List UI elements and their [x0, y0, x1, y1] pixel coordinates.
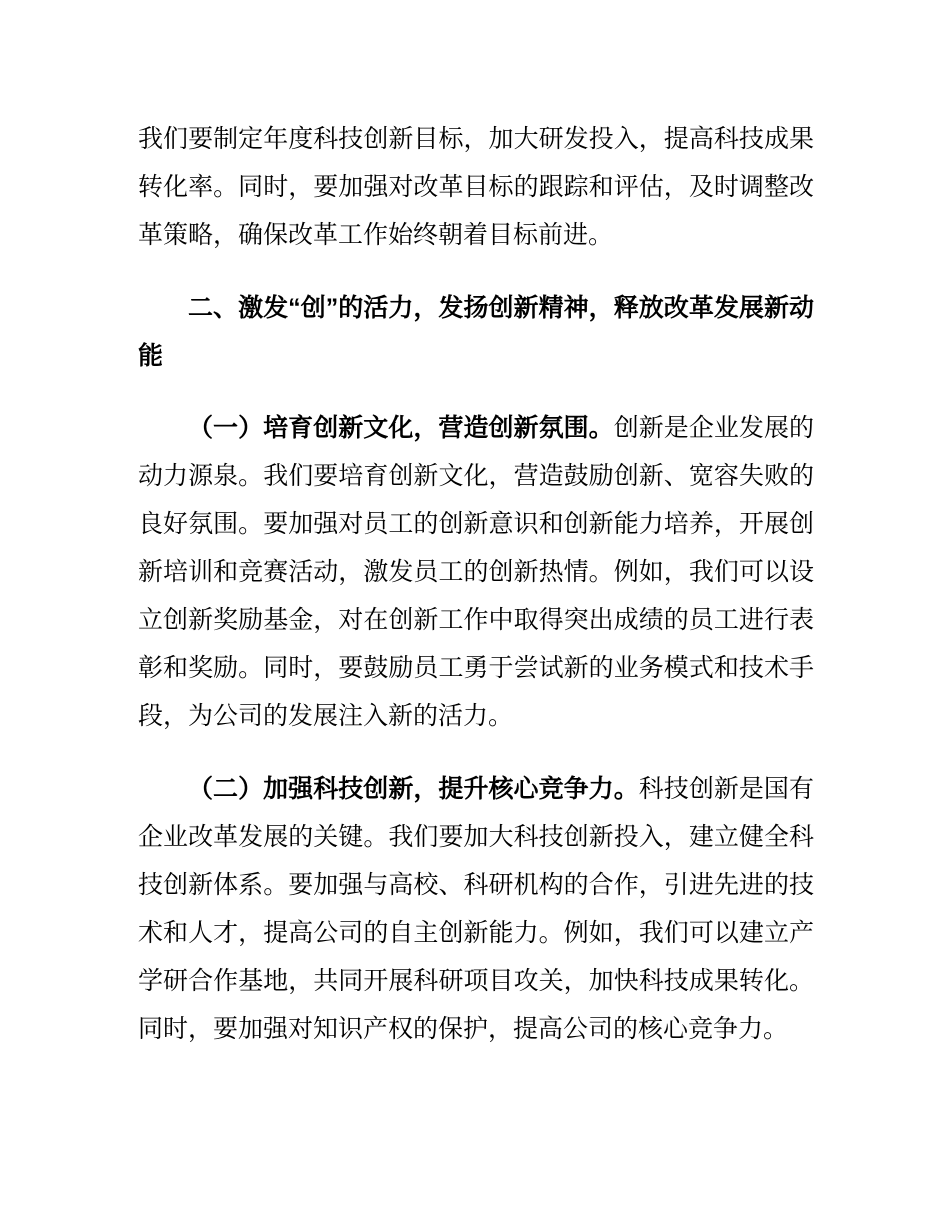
intro-paragraph: 我们要制定年度科技创新目标，加大研发投入，提高科技成果转化率。同时，要加强对改革目标的跟踪和评估，及时调整改革策略，确保改革工作始终朝着目标前进。	[138, 126, 814, 249]
subsection-1-body: 创新是企业发展的动力源泉。我们要培育创新文化，营造鼓励创新、宽容失败的良好氛围。要加强对员工的创新意识和创新能力培养，开展创新培训和竞赛活动，激发员工的创新热情。例如，我们可以设立创新奖励基金，对在创新工作中取得突出成绩的员工进行表彰和奖励。同时，要鼓励员工勇于尝试新的业务模式和技术手段，为公司的发展注入新的活力。	[138, 415, 814, 730]
subsection-paragraph-2	[138, 765, 814, 1054]
subsection-2-lead: （二）加强科技创新，提升核心竞争力。	[188, 775, 639, 803]
subsection-1-lead: （一）培育创新文化，营造创新氛围。	[188, 414, 614, 442]
subsection-2-body: 科技创新是国有企业改革发展的关键。我们要加大科技创新投入，建立健全科技创新体系。要加强与高校、科研机构的合作，引进先进的技术和人才，提高公司的自主创新能力。例如，我们可以建立产学研合作基地，共同开展科研项目攻关，加快科技成果转化。同时，要加强对知识产权的保护，提高公司的核心竞争力。	[138, 776, 814, 1043]
subsection-paragraph-1	[138, 404, 814, 741]
section-heading: 二、激发“创”的活力，发扬创新精神，释放改革发展新动能	[138, 294, 814, 370]
